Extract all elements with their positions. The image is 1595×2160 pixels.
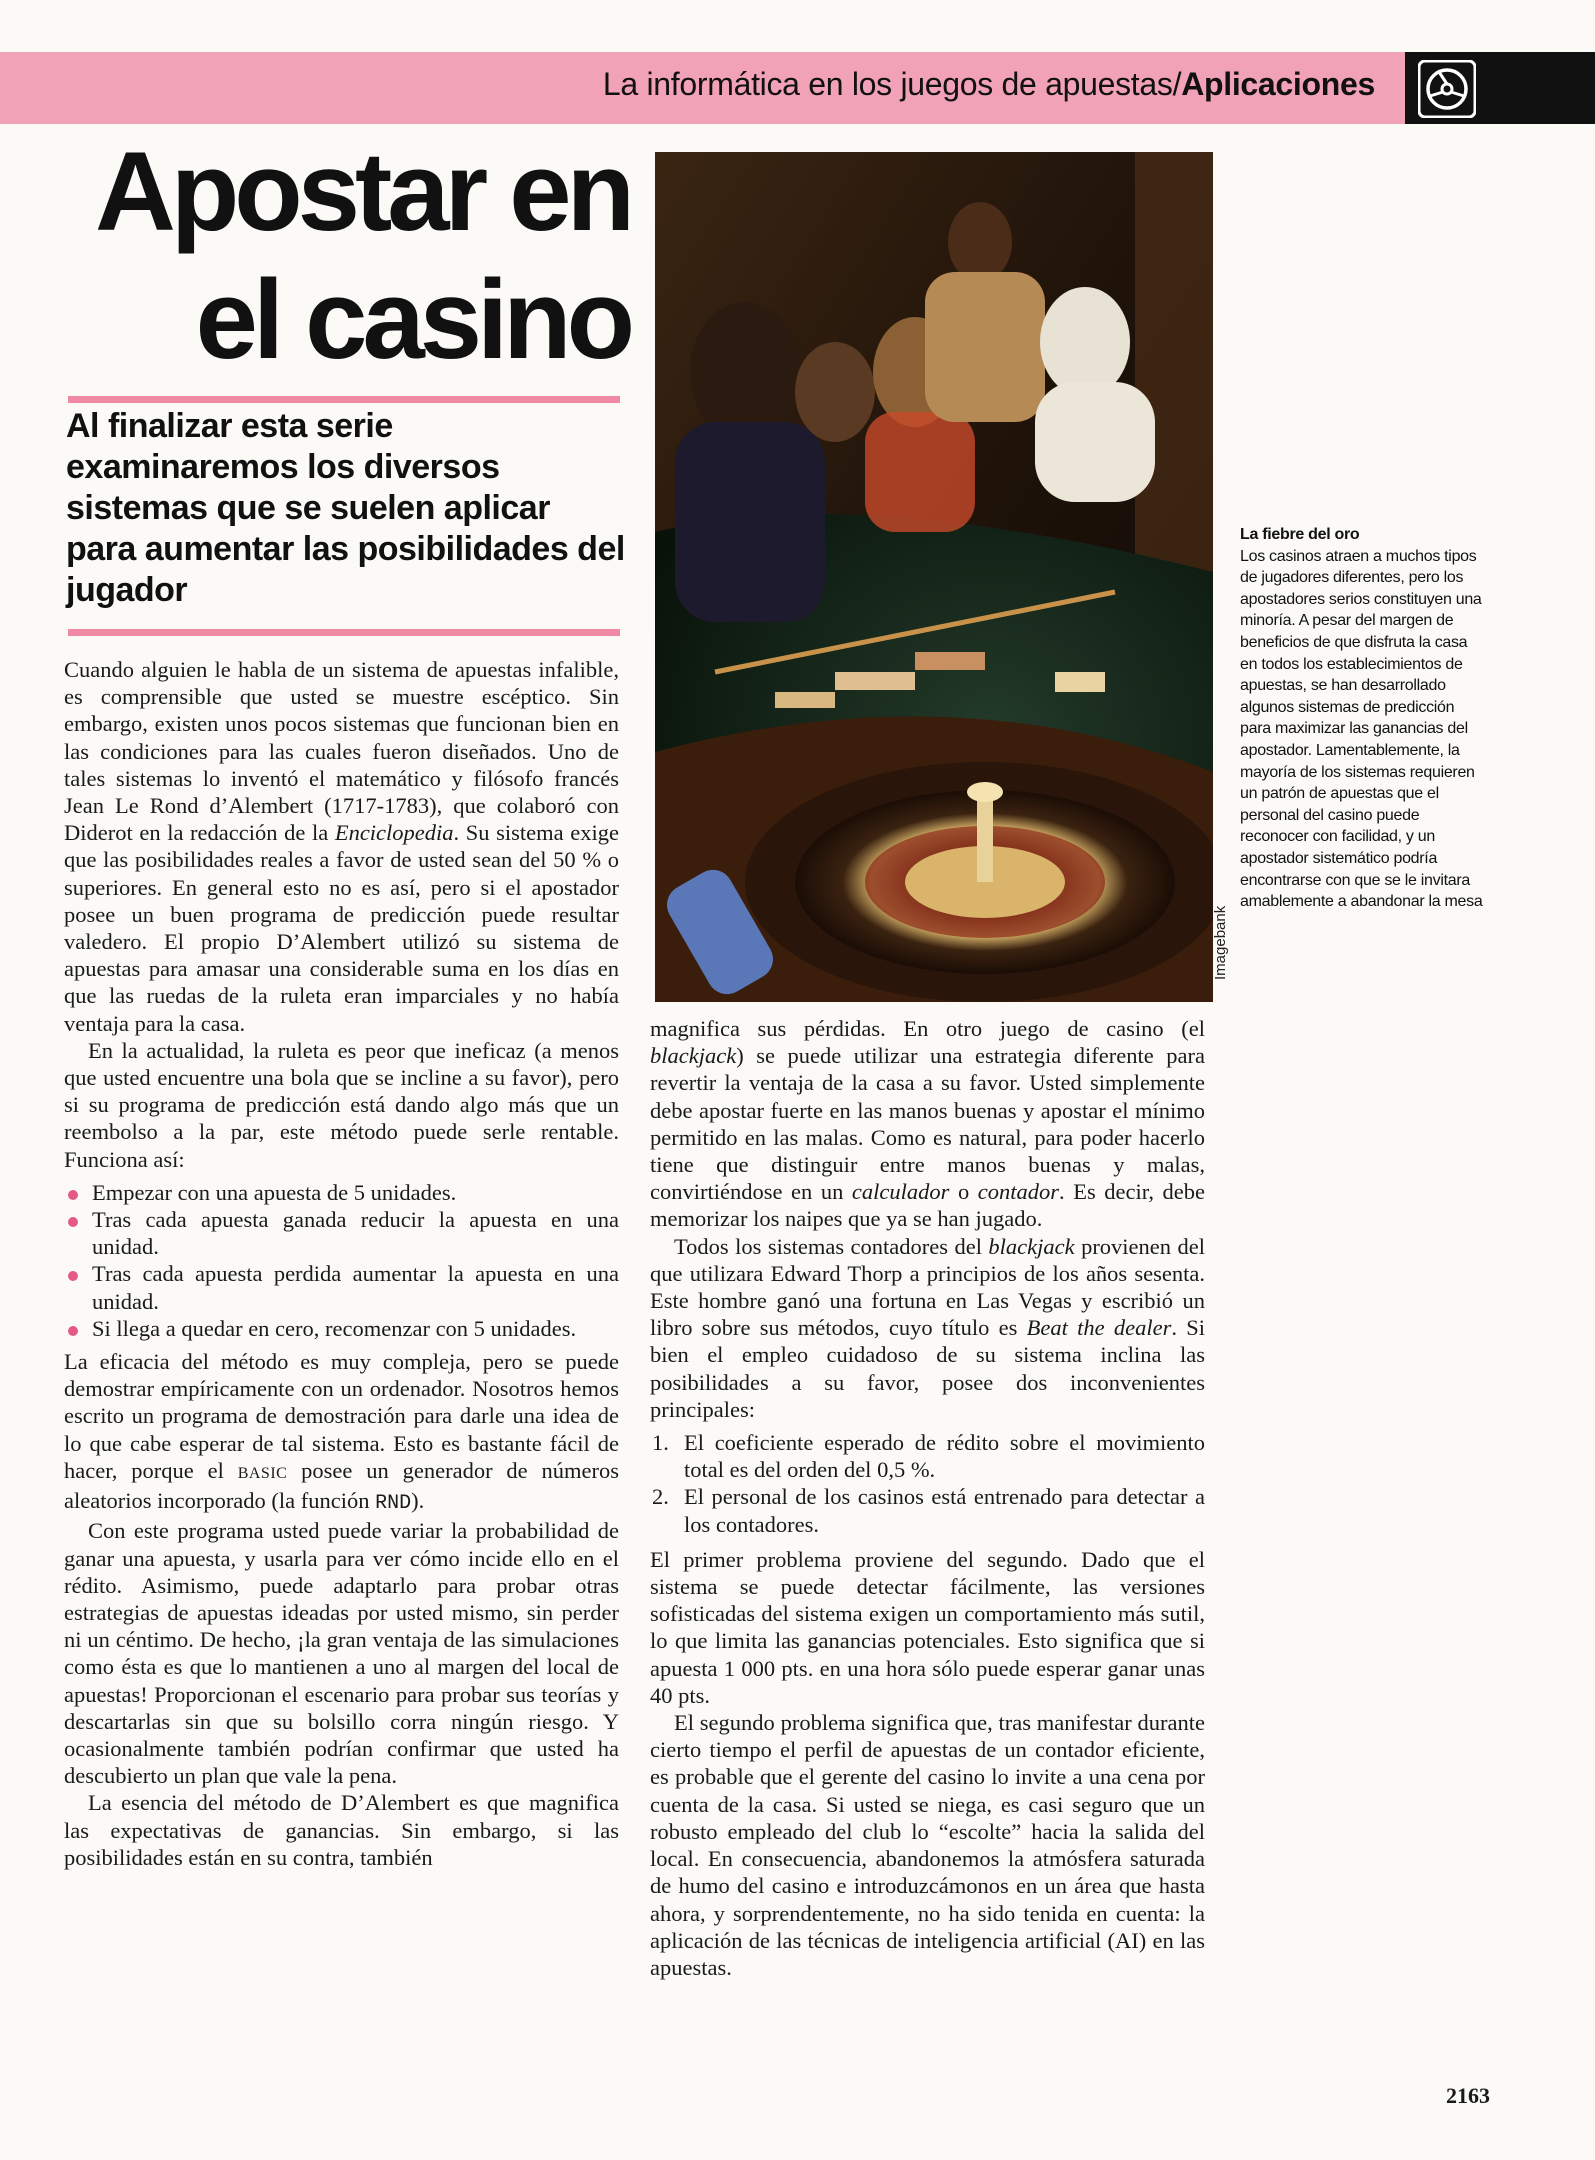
list-number: 1.	[652, 1430, 669, 1456]
text-column-1	[64, 656, 619, 1871]
text-column-2	[650, 1015, 1205, 1981]
paragraph	[64, 1348, 619, 1517]
list-item: Tras cada apuesta perdida aumentar la apuesta en una unidad.	[64, 1260, 619, 1314]
text-run: ).	[411, 1488, 425, 1514]
caption-title: La fiebre del oro	[1240, 526, 1360, 543]
list-item: Si llega a quedar en cero, recomenzar con 5 unidades.	[64, 1315, 619, 1342]
page-number: 2163	[1446, 2083, 1490, 2108]
paragraph: El primer problema proviene del segundo. Dado que el sistema se puede detectar fácilmente, las versiones sofisticadas del sistema exigen un comportamiento más sutil, lo que limita las ganancias potenciales. Esto significa que si apuesta 1 000 pts. en una hora sólo puede esperar ganar unas 40 pts.	[650, 1546, 1205, 1708]
text-run: . Es decir, debe memorizar los naipes que ya se han jugado.	[650, 1179, 1206, 1232]
list-text: El personal de los casinos está entrenado para detectar a los contadores.	[684, 1484, 1205, 1537]
text-run: . Su sistema exige que las posibilidades reales a favor de usted sean del 50 % o superiores. En general esto no es así, pero si el apostador posee un buen programa de predicción puede resultar valedero. El propio D’Alembert utilizó su sistema de apuestas para amasar una considerable suma en los días en que las ruedas de la ruleta eran imparciales y no había ventaja para la casa.	[64, 820, 619, 1036]
paragraph: El segundo problema significa que, tras manifestar durante cierto tiempo el perfil de apuestas de un contador eficiente, es probable que el gerente del casino lo invite a una cena por cuenta de la casa. Si usted se niega, es casi seguro que un robusto empleado del club lo “escolte” hacia la salida del local. En consecuencia, abandonemos la atmósfera saturada de humo del casino e introduzcámonos en un área que hasta ahora, y sorprendentemente, no ha sido tenida en cuenta: la aplicación de las técnicas de inteligencia artificial (AI) en las apuestas.	[650, 1710, 1205, 1980]
text-run: magnifica sus pérdidas. En otro juego de casino (el	[650, 1016, 1205, 1041]
section-header-text: La informática en los juegos de apuestas/	[602, 66, 1182, 102]
text-emphasis: contador	[977, 1179, 1060, 1205]
text-run: . Si bien el empleo cuidadoso de su sistema inclina las posibilidades a su favor, posee dos inconvenientes principales:	[650, 1315, 1206, 1422]
text-emphasis: blackjack	[988, 1233, 1075, 1259]
basic-term: BASIC	[237, 1464, 288, 1482]
text-run: La eficacia del método es muy compleja, pero se puede demostrar empíricamente con un ordenador. Nosotros hemos escrito un programa de demostración para darle una idea de lo que cabe esperar de tal sistema. Esto es bastante fácil de hacer, porque el	[64, 1349, 619, 1483]
list-text: El coeficiente esperado de rédito sobre el movimiento total es del orden del 0,5 %.	[684, 1430, 1205, 1483]
rnd-term: RND	[375, 1492, 412, 1516]
method-steps-list	[64, 1179, 619, 1342]
text-run: o	[949, 1179, 978, 1205]
text-run: posee un generador de números aleatorios incorporado (la función	[64, 1457, 619, 1514]
list-item: Tras cada apuesta ganada reducir la apuesta en una unidad.	[64, 1206, 619, 1260]
text-run: provienen del que utilizara Edward Thorp a principios de los años sesenta. Este hombre ganó una fortuna en Las Vegas y escribió un libro sobre sus métodos, cuyo título es	[650, 1233, 1205, 1341]
article-subtitle: Al finalizar esta serie examinaremos los diversos sistemas que se suelen aplicar para aumentar las posibilidades del jugador	[66, 407, 625, 609]
text-emphasis: Beat the dealer	[1026, 1315, 1172, 1341]
text-run: Cuando alguien le habla de un sistema de apuestas infalible, es comprensible que usted se muestre escéptico. Sin embargo, existen unos pocos sistemas que funcionan bien en las condiciones para las cuales fueron diseñados. Uno de tales sistemas lo inventó el matemático y filósofo francés Jean Le Rond d’Alembert (1717-1783), que colaboró con Diderot en la redacción de la	[64, 657, 619, 846]
caption-text: Los casinos atraen a muchos tipos de jugadores diferentes, pero los apostadores serios constituyen una minoría. A pesar del margen de beneficios de que disfruta la casa en todos los establecimientos de apuestas, se han desarrollado algunos sistemas de predicción para maximizar las ganancias del apostador. Lamentablemente, la mayoría de los sistemas requieren un patrón de apuestas que el personal del casino puede reconocer con facilidad, y un apostador sistemático podría encontrarse con que se le invitara amablemente a abandonar la mesa	[1240, 547, 1483, 911]
photo-caption	[1240, 524, 1485, 913]
steering-wheel-icon	[1418, 60, 1476, 118]
paragraph: Con este programa usted puede variar la probabilidad de ganar una apuesta, y usarla para ver cómo incide ello en el rédito. Asimismo, puede adaptarlo para probar otras estrategias de apuestas ideadas por usted mismo, sin perder ni un céntimo. De hecho, ¡la gran ventaja de las simulaciones como ésta es que lo mantienen a uno al margen del local de apuestas! Proporcionan el escenario para probar sus teorías y descartarlas sin que su bolsillo corra ningún riesgo. Y ocasionalmente también podrían confirmar que usted ha descubierto un plan que vale la pena.	[64, 1518, 619, 1789]
text-run: Todos los sistemas contadores del	[674, 1233, 989, 1259]
section-header-bold: Aplicaciones	[1181, 66, 1375, 102]
list-item	[650, 1483, 1205, 1537]
list-item	[650, 1429, 1205, 1483]
paragraph	[650, 1015, 1205, 1233]
text-emphasis: Enciclopedia	[334, 820, 454, 846]
subtitle-rule-top	[68, 396, 620, 403]
text-emphasis: calculador	[851, 1179, 950, 1205]
list-number: 2.	[652, 1484, 669, 1510]
article-title	[60, 128, 630, 384]
list-item: Empezar con una apuesta de 5 unidades.	[64, 1179, 619, 1206]
title-line-2: el casino	[195, 257, 630, 382]
casino-roulette-photo	[655, 152, 1213, 1002]
paragraph: La esencia del método de D’Alembert es que magnifica las expectativas de ganancias. Sin embargo, si las posibilidades están en su contra, también	[64, 1790, 619, 1870]
paragraph: En la actualidad, la ruleta es peor que ineficaz (a menos que usted encuentre una bola que se incline a su favor), pero si su programa de predicción está dando algo más que un reembolso a la par, este método puede serle rentable. Funciona así:	[64, 1037, 619, 1172]
title-line-1: Apostar en	[95, 129, 630, 254]
paragraph	[64, 656, 619, 1037]
text-emphasis: blackjack	[650, 1043, 737, 1069]
drawbacks-list	[650, 1429, 1205, 1538]
paragraph	[650, 1233, 1205, 1423]
text-run: ) se puede utilizar una estrategia diferente para revertir la ventaja de la casa a su favor. Usted simplemente debe apostar fuerte en las manos buenas y apostar el mínimo permitido en las malas. Como es natural, para poder hacerlo tiene que distinguir entre manos buenas y malas, convirtiéndose en un	[650, 1043, 1205, 1205]
photo-credit: Imagebank	[1212, 905, 1229, 980]
subtitle-rule-bottom	[68, 629, 620, 636]
section-header	[603, 66, 1375, 103]
